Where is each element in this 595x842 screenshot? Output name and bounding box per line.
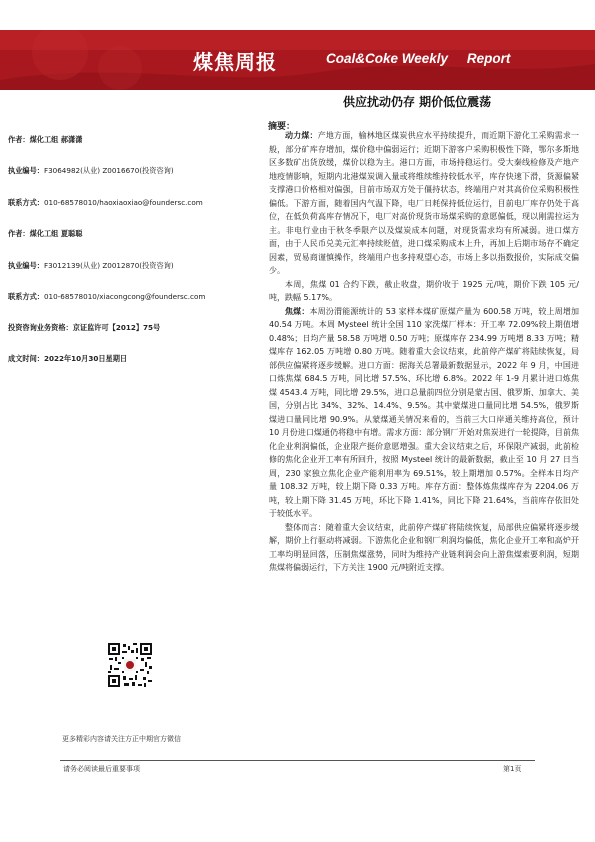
- author-1-label: 作者：: [8, 135, 30, 144]
- paragraph-coking-coal-lead: 焦煤：: [285, 306, 310, 316]
- author-2-value: 煤化工组 夏聪聪: [29, 229, 83, 238]
- report-date-label: 成文时间：: [8, 354, 44, 363]
- author-1-contact-label: 联系方式：: [8, 198, 44, 207]
- author-1-value: 煤化工组 郝潇潇: [29, 135, 83, 144]
- paragraph-coking-coal-text: 本周汾渭能源统计的 53 家样本煤矿原煤产量为 600.58 万吨，较上周增加 40.54 万吨。本周 Mysteel 统计全国 110 家洗煤厂样本：开工率 72.09%较上期值增 0.48%；日均产量 58.58 万吨增 0.50 万吨；原煤库存 234.99 万吨增 8.33 万吨；精煤库存 162.05 万吨增 0.80 万吨。随着重大会议结束，此前停产煤矿将陆续恢复，局部供应偏紧将逐步缓解。进口方面：据海关总署最新数据显示，2022 年 9 月，中国进口炼焦煤 684.5 万吨，同比增 57.5%、环比增 6.8%。2022 年 1-9 月累计进口炼焦煤 4543.4 万吨，同比增 29.5%，进口总量前四位分别是蒙古国、俄罗斯、加拿大、美国，分别占比 34%、32%、14.4%、9.5%。其中蒙煤进口量同比增 54.5%，俄罗斯煤进口量同比增 90.9%。从蒙煤通关情况来看的，当前三大口岸通关维持高位，预计 10 月份进口煤通仍将稳中有增。需求方面：部分钢厂开始对焦炭进行一轮提降，目前焦化企业利润偏低，企业限产挺价意愿增强。重大会议结束之后，环保限产减弱，此前检修的焦化企业开工率有所回升，按照 Mysteel 统计的最新数据，截止至 10 月 27 日当周，230 家独立焦化企业产能利用率为 69.51%，较上期增加 0.57%。全样本日均产量 108.32 万吨，较上期下降 0.33 万吨。库存方面：整体炼焦煤库存为 2204.06 万吨，较上期下降 31.45 万吨，环比下降 1.41%，同比下降 21.64%，当前库存依旧处于较低水平。: [269, 306, 579, 518]
- summary-body: [269, 129, 579, 575]
- banner-title-cn: 煤焦周报: [193, 50, 277, 74]
- paragraph-futures-close-text: 本周，焦煤 01 合约下跌，截止收盘，期价收于 1925 元/吨，期价下跌 105 元/吨，跌幅 5.17%。: [269, 279, 579, 302]
- report-date: [8, 354, 127, 364]
- author-1-contact-value[interactable]: 010-68578010/haoxiaoxiao@foundersc.com: [43, 198, 203, 207]
- paragraph-overall-text: 整体而言：随着重大会议结束，此前停产煤矿将陆续恢复，局部供应偏紧将逐步缓解，期价上行驱动将减弱。下游焦化企业和钢厂利润均偏低，焦化企业开工率和高炉开工率均明显回落，压制焦煤涨势，同时为维持产业链利润会向上游焦煤索要利润，短期焦煤将偏弱运行，下方关注 1900 元/吨附近支撑。: [269, 522, 579, 572]
- footer-page-number: 第1页: [503, 765, 522, 773]
- qualification: [8, 323, 160, 333]
- footer-divider: [60, 760, 535, 761]
- author-1-contact: [8, 198, 203, 208]
- author-2-contact-label: 联系方式：: [8, 292, 44, 301]
- report-date-value: 2022年10月30日星期日: [43, 354, 128, 363]
- banner-title-en-part2: Report: [466, 51, 511, 66]
- qualification-value: 京证监许可【2012】75号: [72, 323, 161, 332]
- paragraph-thermal-coal-text: 产地方面，榆林地区煤炭供应水平持续提升，而近期下游化工采购需求一般，部分矿库存增加，煤价稳中偏弱运行；近期下游客户采购积极性下降，鄂尔多斯地区多数矿出货放缓，煤价以稳为主。港口方面，市场持稳运行。受大秦线检修及产地产地疫情影响，短期内北港煤炭调入量或将维续维持较低水平，库存快速下滑，货源偏紧支撑港口价格相对偏强，目前市场双方处于僵持状态，终端用户对其高价位采购积极性偏低。下游方面，随着国内气温下降，电厂日耗保持低位运行，目前电厂库存仍处于高位，在低负荷高库存情况下，电厂对高价现货市场煤采购的意愿偏低，现以刚需拉运为主。非电行业由于秋冬季限产以及煤炭成本问题，对现货需求均有所减弱。进口煤方面，由于人民币兑美元汇率持续贬值，进口煤采购成本上升，再加上后期市场存不确定因素，贸易商谨慎操作，终端用户也多持观望心态，市场上多以指数报价，实际成交偏少。: [269, 131, 579, 275]
- author-2-contact-value[interactable]: 010-68578010/xiacongcong@foundersc.com: [43, 292, 206, 301]
- paragraph-thermal-coal-lead: 动力煤：: [285, 131, 318, 140]
- author-2: [8, 229, 82, 239]
- qualification-label: 投资咨询业务资格：: [8, 323, 73, 332]
- author-2-license-label: 执业编号：: [8, 261, 44, 270]
- author-1: [8, 135, 82, 145]
- author-2-label: 作者：: [8, 229, 30, 238]
- author-1-license: [8, 166, 174, 176]
- paragraph-thermal-coal: [269, 129, 579, 278]
- wechat-qr-code[interactable]: [107, 642, 153, 688]
- paragraph-coking-coal: [269, 305, 579, 521]
- author-2-contact: [8, 292, 205, 302]
- author-2-license: [8, 261, 174, 271]
- paragraph-futures-close: [269, 278, 579, 305]
- report-banner: [0, 30, 595, 90]
- author-1-license-label: 执业编号：: [8, 166, 44, 175]
- report-headline: 供应扰动仍存 期价低位震荡: [343, 95, 492, 109]
- banner-title-en-part1: Coal&Coke Weekly: [326, 51, 449, 66]
- author-2-license-value: F3012139(从业) Z0012870(投资咨询): [43, 261, 174, 270]
- summary-label: 摘要：: [268, 122, 296, 132]
- qr-caption: 更多精彩内容请关注方正中期官方微信: [62, 735, 181, 743]
- author-1-license-value: F3064982(从业) Z0016670(投资咨询): [43, 166, 174, 175]
- paragraph-overall: [269, 521, 579, 575]
- banner-title-en: [326, 51, 510, 66]
- footer-disclaimer: 请务必阅读最后重要事项: [63, 765, 140, 773]
